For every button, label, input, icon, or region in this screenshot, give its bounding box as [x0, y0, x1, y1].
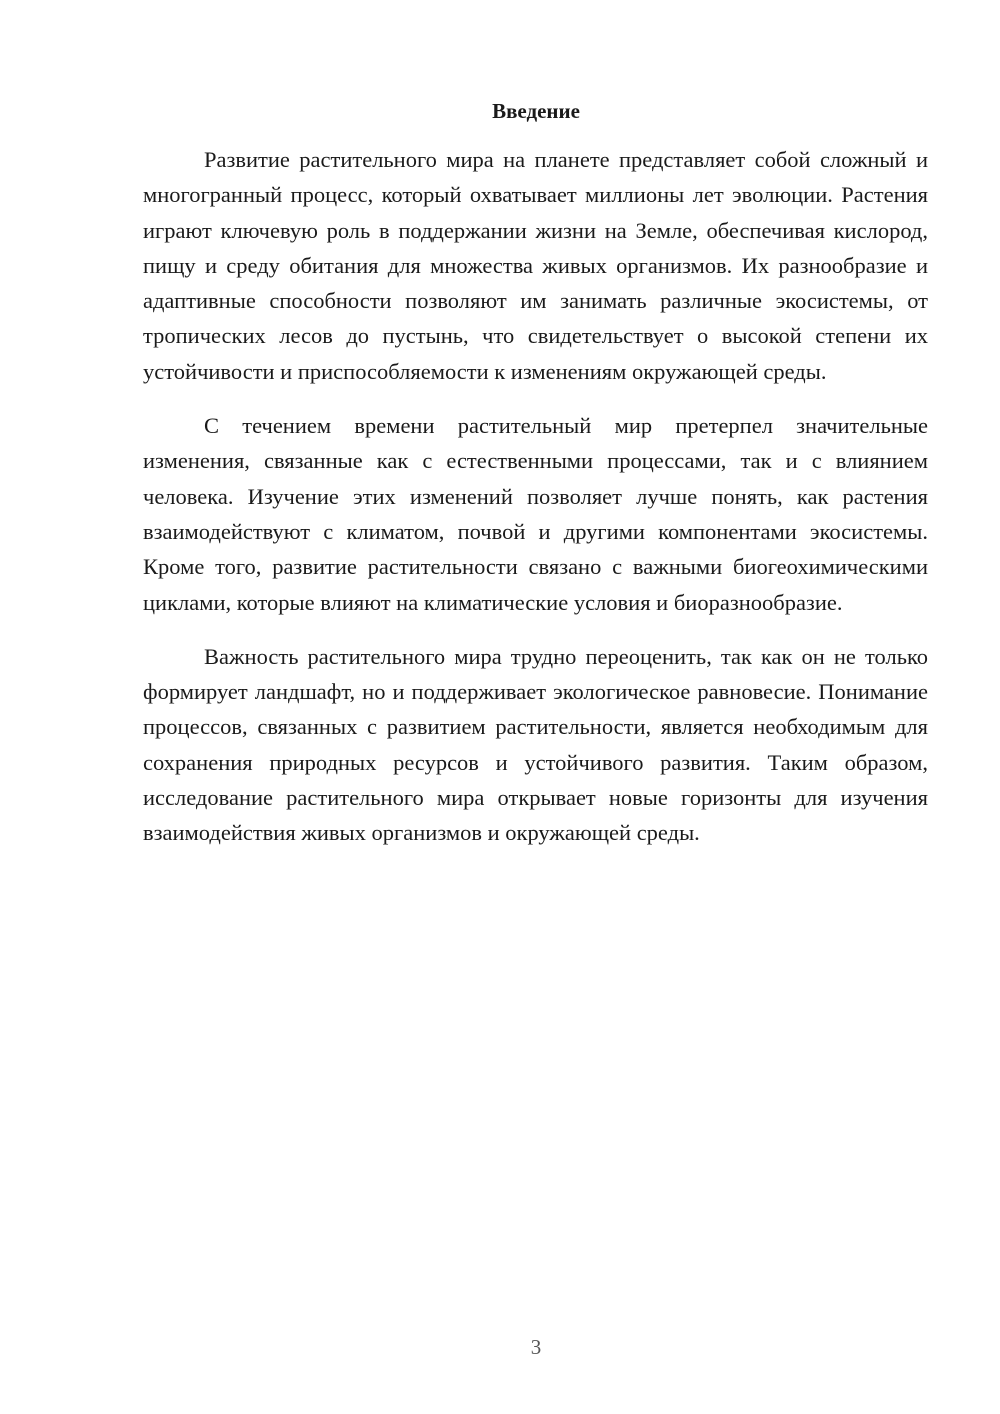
- page-number: 3: [530, 1335, 542, 1359]
- body-text: [143, 142, 928, 870]
- paragraph-2: С течением времени растительный мир претерпел значительные изменения, связанные как с естественными процессами, так и с влиянием человека. Изучение этих изменений позволяет лучше понять, как растения взаимодействуют с климатом, почвой и другими компонентами экосистемы. Кроме того, развитие растительности связано с важными биогеохимическими циклами, которые влияют на климатические условия и биоразнообразие.: [143, 413, 928, 615]
- section-title: Введение: [492, 99, 580, 123]
- paragraph-1: Развитие растительного мира на планете представляет собой сложный и многогранный процесс, который охватывает миллионы лет эволюции. Растения играют ключевую роль в поддержании жизни на Земле, обеспечивая кислород, пищу и среду обитания для множества живых организмов. Их разнообразие и адаптивные способности позволяют им занимать различные экосистемы, от тропических лесов до пустынь, что свидетельствует о высокой степени их устойчивости и приспособляемости к изменениям окружающей среды.: [143, 147, 928, 384]
- paragraph-3: Важность растительного мира трудно переоценить, так как он не только формирует ландшафт, но и поддерживает экологическое равновесие. Понимание процессов, связанных с развитием растительности, является необходимым для сохранения природных ресурсов и устойчивого развития. Таким образом, исследование растительного мира открывает новые горизонты для изучения взаимодействия живых организмов и окружающей среды.: [143, 643, 928, 846]
